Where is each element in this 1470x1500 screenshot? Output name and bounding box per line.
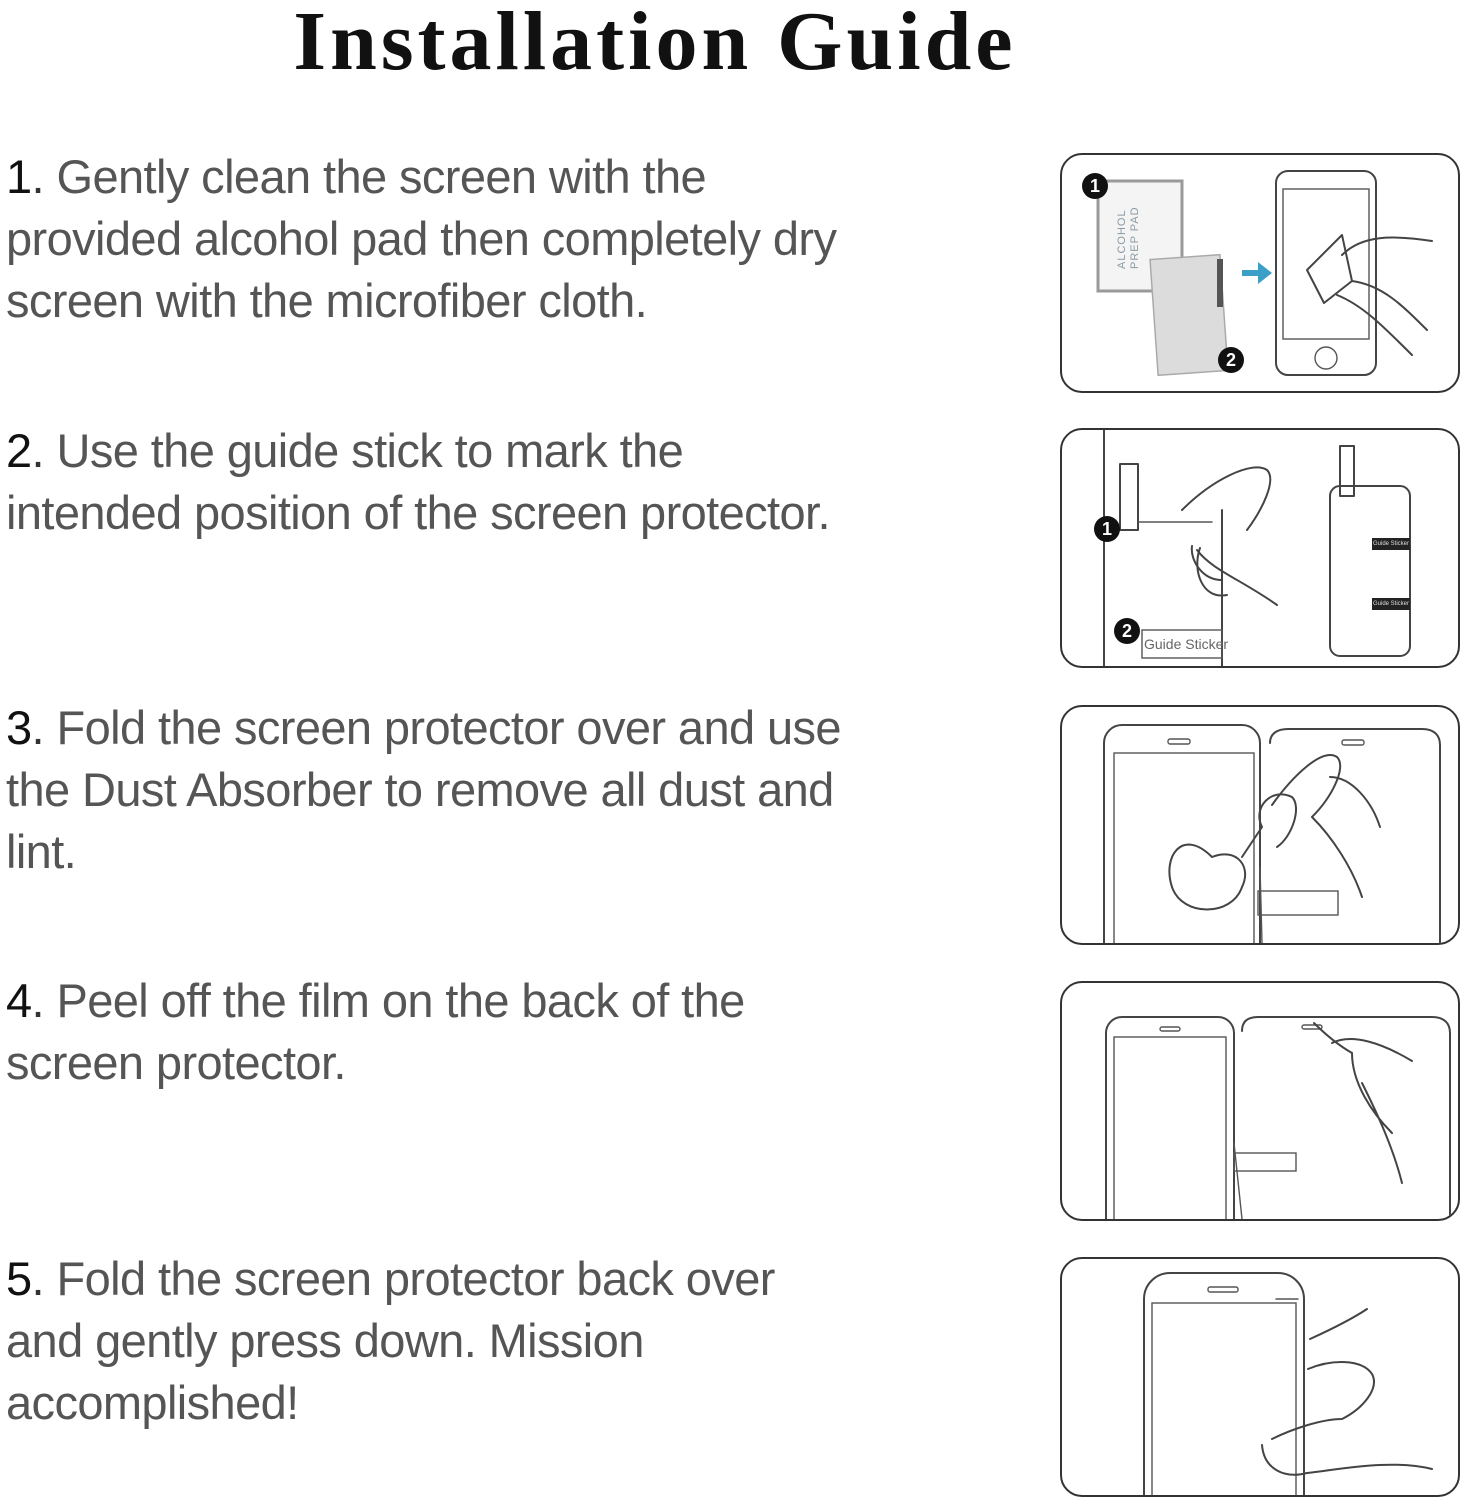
phone-screen-shape (1152, 1303, 1296, 1495)
step-text-line: screen protector. (6, 1036, 346, 1089)
guide-stick-right-shape (1340, 446, 1354, 496)
phone-outline-right-shape (1330, 486, 1410, 656)
sticker-tag-top: Guide Sticker (1372, 538, 1410, 550)
sticker-tag-bottom: Guide Sticker (1372, 598, 1410, 610)
guide-stick-shape (1120, 464, 1138, 530)
step-text-line: the Dust Absorber to remove all dust and (6, 763, 834, 816)
protector-speaker-shape (1342, 740, 1364, 745)
fold-line-shape (1234, 1143, 1242, 1219)
step-badge: 2 (1218, 347, 1244, 373)
cloth-in-hand-shape (1307, 235, 1352, 303)
cleaning-illustration (1062, 155, 1458, 391)
step-number: 3 (6, 701, 32, 754)
step-4-illustration (1060, 981, 1460, 1221)
step-5-instruction (6, 1248, 966, 1434)
peel-film-illustration (1062, 983, 1458, 1219)
step-2-instruction (6, 420, 966, 544)
phone-screen-shape (1283, 189, 1369, 339)
step-separator: . (31, 974, 45, 1027)
step-text-line: lint. (6, 825, 77, 878)
step-text-line: Fold the screen protector back over (56, 1252, 775, 1305)
hand-sketch-shape (1262, 1309, 1432, 1475)
phone-outline-shape (1106, 1017, 1234, 1219)
step-text-line: Gently clean the screen with the (56, 150, 707, 203)
step-3-instruction (6, 697, 966, 883)
step-badge: 1 (1082, 173, 1108, 199)
step-badge: 1 (1094, 516, 1120, 542)
hand-sketch-shape (1242, 755, 1380, 897)
arrow-right-icon (1242, 262, 1272, 284)
step-number: 1 (6, 150, 32, 203)
hand-sketch-shape (1314, 1023, 1412, 1183)
alcohol-pad-text (1116, 206, 1142, 269)
step-text-line: Peel off the film on the back of the (56, 974, 745, 1027)
step-1-illustration (1060, 153, 1460, 393)
press-down-illustration (1062, 1259, 1458, 1495)
step-number: 4 (6, 974, 32, 1027)
step-1-instruction (6, 146, 966, 332)
step-number: 5 (6, 1252, 32, 1305)
phone-screen-shape (1114, 1037, 1226, 1219)
phone-home-button-shape (1315, 347, 1337, 369)
phone-screen-shape (1114, 753, 1254, 943)
step-5-illustration (1060, 1257, 1460, 1497)
step-text-line: and gently press down. Mission (6, 1314, 644, 1367)
alcohol-pad-line: PREP PAD (1129, 206, 1141, 269)
step-separator: . (31, 701, 45, 754)
page-title: Installation Guide (293, 0, 1017, 88)
phone-outline-shape (1104, 725, 1260, 943)
phone-outline-shape (1276, 171, 1376, 375)
microfiber-cloth-shape (1150, 255, 1228, 376)
hand-sketch-shape (1182, 467, 1277, 605)
step-separator: . (31, 424, 45, 477)
protector-outline-shape (1242, 1017, 1450, 1219)
step-separator: . (31, 150, 45, 203)
phone-outline-shape (1144, 1273, 1304, 1495)
protector-outline-shape (1270, 729, 1440, 943)
step-text-line: Fold the screen protector over and use (56, 701, 841, 754)
alcohol-pad-line: ALCOHOL (1116, 209, 1128, 269)
step-separator: . (31, 1252, 45, 1305)
phone-speaker-shape (1168, 739, 1190, 744)
film-tab-shape (1258, 891, 1338, 915)
step-4-instruction (6, 970, 966, 1094)
phone-speaker-shape (1160, 1027, 1180, 1031)
step-text-line: Use the guide stick to mark the (56, 424, 684, 477)
film-tab-shape (1234, 1153, 1296, 1171)
dust-absorber-illustration (1062, 707, 1458, 943)
step-2-illustration (1060, 428, 1460, 668)
step-text-line: accomplished! (6, 1376, 299, 1429)
step-text-line: intended position of the screen protector. (6, 486, 830, 539)
step-3-illustration (1060, 705, 1460, 945)
guide-sticker-label: Guide Sticker (1144, 636, 1229, 652)
hand-sketch-shape (1337, 238, 1432, 355)
dust-absorber-shape (1169, 845, 1245, 910)
phone-speaker-shape (1208, 1287, 1238, 1292)
step-badge: 2 (1114, 618, 1140, 644)
step-number: 2 (6, 424, 32, 477)
step-text-line: screen with the microfiber cloth. (6, 274, 648, 327)
step-text-line: provided alcohol pad then completely dry (6, 212, 837, 265)
cloth-tag-shape (1217, 259, 1223, 307)
